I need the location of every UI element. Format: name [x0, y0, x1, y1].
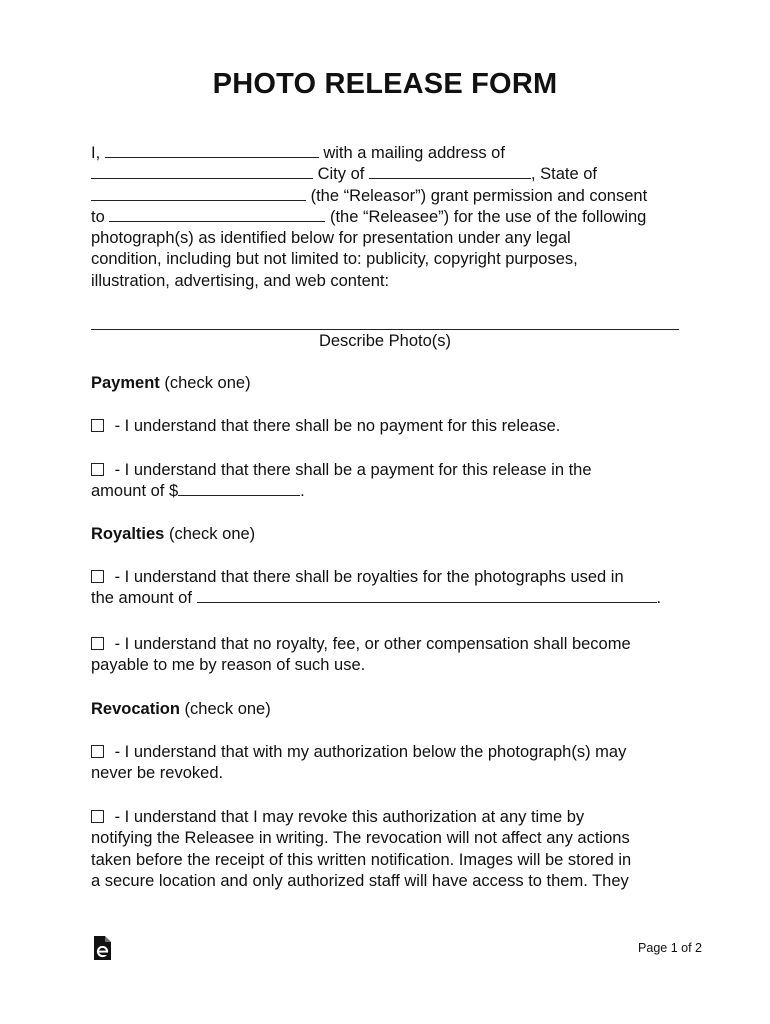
- royalties-none-checkbox[interactable]: [91, 637, 104, 650]
- option-text: .: [656, 589, 662, 608]
- revocation-never-checkbox[interactable]: [91, 745, 104, 758]
- intro-text: photograph(s) as identified below for presentation under any legal: [91, 229, 571, 248]
- revocation-hint: (check one): [179, 700, 271, 718]
- royalties-hint: (check one): [164, 525, 256, 543]
- payment-option-none: [91, 416, 691, 437]
- option-text: - I understand that I may revoke this authorization at any time by: [110, 808, 585, 826]
- payment-none-checkbox[interactable]: [91, 419, 104, 432]
- option-text: a secure location and only authorized staff will have access to them. They: [91, 871, 629, 890]
- option-text: - I understand that there shall be a payment for this release in the: [110, 461, 592, 479]
- payment-heading-row: [91, 373, 691, 394]
- royalties-option-amount: [91, 567, 691, 610]
- option-text: taken before the receipt of this written notification. Images will be stored in: [91, 850, 632, 869]
- option-text: payable to me by reason of such use.: [91, 656, 366, 675]
- eforms-logo-icon: [92, 935, 112, 961]
- intro-text: condition, including but not limited to: publicity, copyright purposes,: [91, 250, 578, 269]
- payment-hint: (check one): [159, 374, 251, 392]
- payment-amount-checkbox[interactable]: [91, 463, 104, 476]
- revocation-revocable-checkbox[interactable]: [91, 810, 104, 823]
- intro-text: , State of: [530, 165, 597, 184]
- royalties-heading-row: [91, 524, 691, 545]
- page-number: Page 1 of 2: [638, 941, 702, 955]
- mailing-address-field[interactable]: [91, 164, 313, 179]
- option-text: - I understand that no royalty, fee, or other compensation shall become: [110, 635, 631, 653]
- royalties-option-none: [91, 634, 691, 677]
- option-text: - I understand that with my authorization below the photograph(s) may: [110, 743, 627, 761]
- intro-text: illustration, advertising, and web content:: [91, 271, 390, 290]
- intro-text: (the “Releasee”) for the use of the following: [325, 207, 647, 226]
- revocation-heading-row: [91, 699, 691, 720]
- royalties-amount-checkbox[interactable]: [91, 570, 104, 583]
- intro-text: to: [91, 207, 110, 226]
- releasor-name-field[interactable]: [105, 143, 319, 158]
- revocation-option-revocable: [91, 807, 691, 892]
- option-text: amount of $: [91, 482, 179, 501]
- revocation-option-never: [91, 742, 691, 785]
- option-text: never be revoked.: [91, 764, 224, 783]
- page-title: PHOTO RELEASE FORM: [212, 68, 558, 100]
- revocation-heading: Revocation: [91, 700, 180, 718]
- option-text: notifying the Releasee in writing. The revocation will not affect any actions: [91, 829, 630, 848]
- option-text: - I understand that there shall be no payment for this release.: [110, 417, 561, 435]
- intro-text: with a mailing address of: [318, 144, 505, 162]
- releasee-name-field[interactable]: [109, 207, 325, 222]
- royalties-heading: Royalties: [91, 525, 165, 543]
- state-field[interactable]: [91, 186, 306, 201]
- royalties-amount-field[interactable]: [197, 588, 657, 603]
- city-field[interactable]: [369, 164, 531, 179]
- intro-paragraph: [91, 143, 691, 292]
- intro-text: I,: [91, 144, 105, 162]
- payment-option-amount: [91, 460, 691, 503]
- intro-text: (the “Releasor”) grant permission and consent: [306, 186, 648, 205]
- option-text: the amount of: [91, 589, 197, 608]
- payment-amount-field[interactable]: [178, 481, 300, 496]
- describe-photo-label: Describe Photo(s): [318, 332, 452, 350]
- option-text: .: [300, 482, 305, 501]
- describe-photo-field[interactable]: [91, 329, 679, 330]
- intro-text: City of: [313, 165, 369, 184]
- payment-heading: Payment: [91, 374, 160, 392]
- option-text: - I understand that there shall be royalties for the photographs used in: [110, 568, 624, 586]
